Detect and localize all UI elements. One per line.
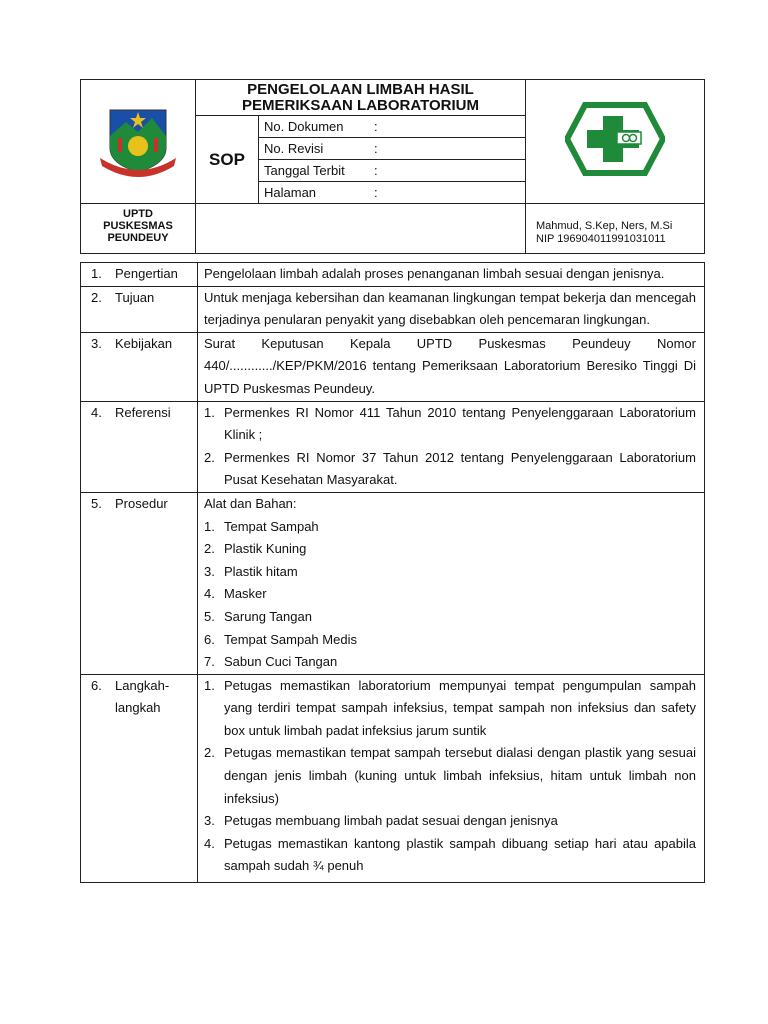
regency-emblem-icon	[96, 96, 180, 182]
regency-logo-cell	[81, 80, 196, 204]
section-tujuan: 2. Tujuan Untuk menjaga kebersihan dan keamanan lingkungan tempat bekerja dan mencegah terjadinya penularan penyakit yang disebabkan oleh pencemaran lingkungan.	[81, 286, 705, 332]
meta-no-revisi: No. Revisi :	[259, 138, 525, 160]
list-item: 1. Permenkes RI Nomor 411 Tahun 2010 tentang Penyelenggaraan Laboratorium Klinik ;	[204, 404, 696, 443]
section-langkah: 6. Langkah- langkah 1. Petugas memastikan laboratorium mempunyai tempat pengumpulan sampah yang terdiri tempat sampah infeksius, tempat sampah non infeksius dan safety box untuk limbah padat infeksius jarum suntik 2. Petugas memastikan tempat sampah tersebut dialasi dengan plastik yang sesuai dengan jenis limbah (kuning untuk limbah infeksius, hitam untuk limbah non infeksius) 3. Petugas membuang limbah padat sesuai dengan jenisnya 4. Petugas memastikan kantong plastik sampah dibuang setiap hari atau apabila sampah sudah ¾ penuh	[81, 674, 705, 882]
list-item: 2. Permenkes RI Nomor 37 Tahun 2012 tentang Penyelenggaraan Laboratorium Pusat Kesehatan Masyarakat.	[204, 449, 696, 488]
meta-tanggal-terbit: Tanggal Terbit :	[259, 160, 525, 182]
list-item: 3. Plastik hitam	[204, 563, 298, 579]
list-item: 3. Petugas membuang limbah padat sesuai dengan jenisnya	[204, 813, 558, 829]
prosedur-list	[204, 516, 696, 674]
meta-no-dokumen: No. Dokumen :	[259, 116, 525, 138]
signer-block: Mahmud, S.Kep, Ners, M.Si NIP 196904011991031011	[526, 204, 705, 254]
meta-halaman: Halaman :	[259, 182, 525, 204]
kebijakan-text: Surat Keputusan Kepala UPTD Puskesmas Peundeuy Nomor 440/............/KEP/PKM/2016 tentang Pemeriksaan Laboratorium Beresiko Tinggi Di UPTD Puskesmas Peundeuy.	[198, 332, 705, 401]
list-item: 2. Plastik Kuning	[204, 541, 307, 557]
list-item: 2. Petugas memastikan tempat sampah tersebut dialasi dengan plastik yang sesuai dengan jenis limbah (kuning untuk limbah infeksius, hitam untuk limbah non infeksius)	[204, 745, 696, 806]
list-item: 1. Petugas memastikan laboratorium mempunyai tempat pengumpulan sampah yang terdiri tempat sampah infeksius, tempat sampah non infeksius dan safety box untuk limbah padat infeksius jarum suntik	[204, 677, 696, 738]
sop-label: SOP	[196, 116, 259, 204]
prosedur-heading: Alat dan Bahan:	[204, 495, 297, 511]
sop-body-table	[80, 262, 705, 883]
sop-header-table	[80, 79, 705, 254]
section-prosedur: 5. Prosedur Alat dan Bahan: 1. Tempat Sampah 2. Plastik Kuning 3. Plastik hitam 4. Masker 5. Sarung Tangan 6. Tempat Sampah Medis 7. Sabun Cuci Tangan	[81, 492, 705, 674]
section-referensi: 4. Referensi 1. Permenkes RI Nomor 411 Tahun 2010 tentang Penyelenggaraan Laboratorium Klinik ; 2. Permenkes RI Nomor 37 Tahun 2012 tentang Penyelenggaraan Laboratorium Pusat Kesehatan Masyarakat.	[81, 401, 705, 492]
section-kebijakan: 3. Kebijakan Surat Keputusan Kepala UPTD Puskesmas Peundeuy Nomor 440/............/KEP/PKM/2016 tentang Pemeriksaan Laboratorium Beresiko Tinggi Di UPTD Puskesmas Peundeuy.	[81, 332, 705, 401]
document-title: PENGELOLAAN LIMBAH HASIL PEMERIKSAAN LABORATORIUM	[196, 80, 526, 116]
section-pengertian: 1. Pengertian Pengelolaan limbah adalah proses penanganan limbah sesuai dengan jenisnya.	[81, 263, 705, 287]
document-meta	[259, 116, 526, 204]
tujuan-text: Untuk menjaga kebersihan dan keamanan lingkungan tempat bekerja dan mencegah terjadinya penularan penyakit yang disebabkan oleh pencemaran lingkungan.	[198, 286, 705, 332]
pengertian-text: Pengelolaan limbah adalah proses penanganan limbah sesuai dengan jenisnya.	[198, 263, 705, 287]
langkah-list	[204, 675, 696, 878]
blank-cell	[196, 204, 526, 254]
referensi-list	[204, 402, 696, 492]
list-item: 4. Petugas memastikan kantong plastik sampah dibuang setiap hari atau apabila sampah sudah ¾ penuh	[204, 835, 696, 874]
list-item: 7. Sabun Cuci Tangan	[204, 654, 338, 670]
list-item: 1. Tempat Sampah	[204, 518, 319, 534]
puskesmas-logo-icon	[565, 102, 665, 176]
list-item: 5. Sarung Tangan	[204, 608, 312, 624]
list-item: 4. Masker	[204, 586, 267, 602]
organization-name: UPTD PUSKESMAS PEUNDEUY	[81, 204, 196, 254]
list-item: 6. Tempat Sampah Medis	[204, 631, 357, 647]
puskesmas-logo-cell	[526, 80, 705, 204]
